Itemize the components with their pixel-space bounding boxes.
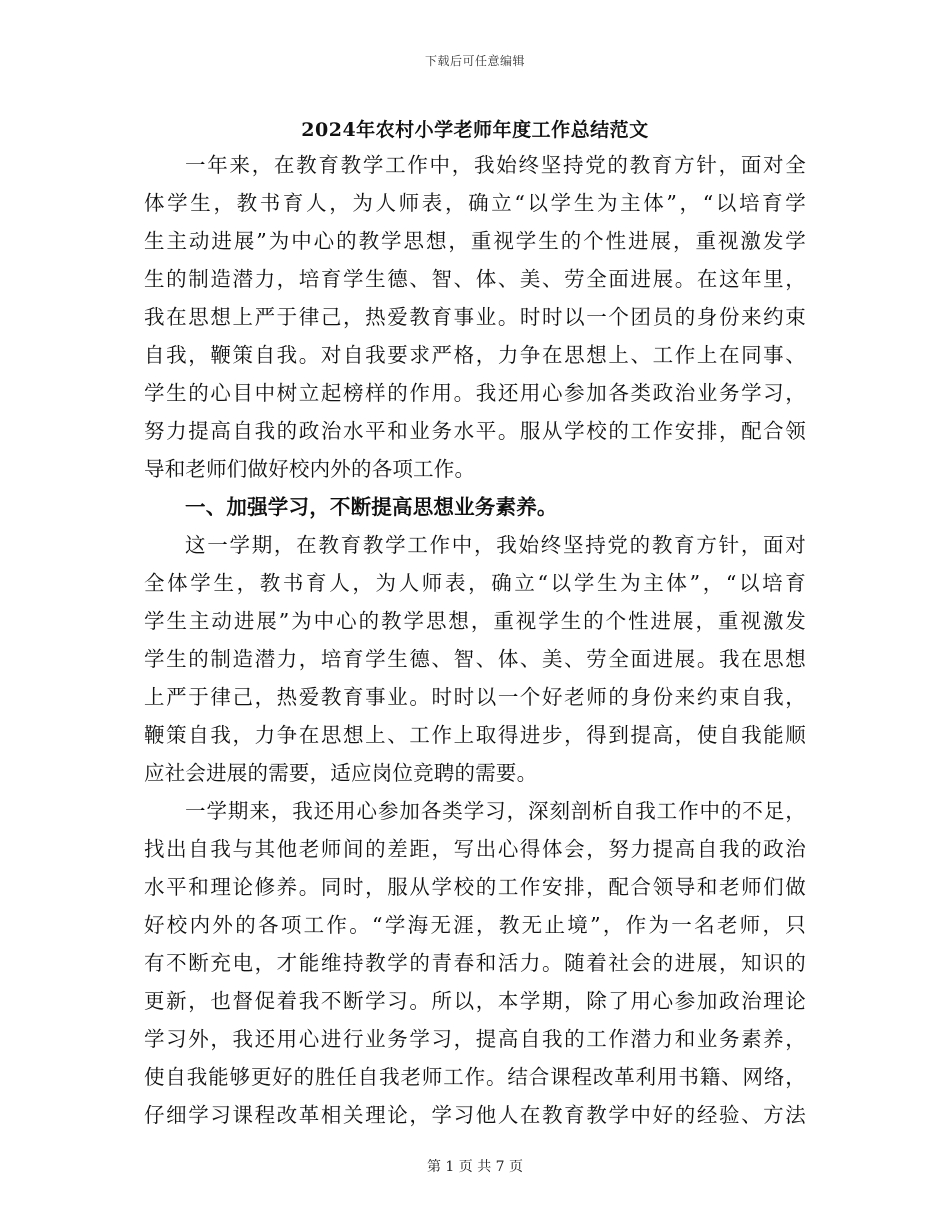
text-line: 好校内外的各项工作。“学海无涯，教无止境”，作为一名老师，只 — [144, 913, 806, 937]
paragraph-learning — [144, 792, 806, 1134]
document-title: 2024年农村小学老师年度工作总结范文 — [301, 119, 649, 141]
paragraph-study — [144, 526, 806, 792]
text-line: 更新，也督促着我不断学习。所以，本学期，除了用心参加政治理论 — [144, 989, 806, 1013]
text-line: 一年来，在教育教学工作中，我始终坚持党的教育方针，面对全 — [185, 153, 806, 177]
text-line: 体学生，教书育人，为人师表，确立“以学生为主体”，“以培育学 — [144, 191, 806, 215]
text-line: 努力提高自我的政治水平和业务水平。服从学校的工作安排，配合领 — [144, 419, 806, 443]
page-number: 第 1 页 共 7 页 — [426, 1159, 524, 1175]
text-line: 学习外，我还用心进行业务学习，提高自我的工作潜力和业务素养， — [144, 1027, 806, 1051]
text-line: 学生的制造潜力，培育学生德、智、体、美、劳全面进展。我在思想 — [144, 647, 806, 671]
document-body — [144, 146, 806, 1134]
text-line: 全体学生，教书育人，为人师表，确立“以学生为主体”，“以培育 — [144, 571, 806, 595]
text-line: 上严于律己，热爱教育事业。时时以一个好老师的身份来约束自我， — [144, 685, 806, 709]
text-line: 找出自我与其他老师间的差距，写出心得体会，努力提高自我的政治 — [144, 837, 806, 861]
text-line: 生主动进展”为中心的教学思想，重视学生的个性进展，重视激发学 — [144, 229, 806, 253]
text-line: 生的制造潜力，培育学生德、智、体、美、劳全面进展。在这年里， — [144, 267, 806, 291]
text-line: 仔细学习课程改革相关理论，学习他人在教育教学中好的经验、方法 — [144, 1103, 806, 1127]
text-line: 我在思想上严于律己，热爱教育事业。时时以一个团员的身份来约束 — [144, 305, 806, 329]
section-heading: 一、加强学习，不断提高思想业务素养。 — [185, 495, 558, 519]
page-header-note: 下载后可任意编辑 — [424, 54, 525, 68]
text-line: 这一学期，在教育教学工作中，我始终坚持党的教育方针，面对 — [185, 533, 806, 557]
text-line: 水平和理论修养。同时，服从学校的工作安排，配合领导和老师们做 — [144, 875, 806, 899]
text-line: 学生主动进展”为中心的教学思想，重视学生的个性进展，重视激发 — [144, 609, 806, 633]
text-line: 自我，鞭策自我。对自我要求严格，力争在思想上、工作上在同事、 — [144, 343, 806, 367]
text-line: 使自我能够更好的胜任自我老师工作。结合课程改革利用书籍、网络， — [144, 1065, 806, 1089]
text-line: 应社会进展的需要，适应岗位竞聘的需要。 — [144, 761, 538, 785]
paragraph-intro — [144, 146, 806, 488]
text-line: 导和老师们做好校内外的各项工作。 — [144, 457, 476, 481]
text-line: 有不断充电，才能维持教学的青春和活力。随着社会的进展，知识的 — [144, 951, 806, 975]
text-line: 鞭策自我，力争在思想上、工作上取得进步，得到提高，使自我能顺 — [144, 723, 806, 747]
text-line: 一学期来，我还用心参加各类学习，深刻剖析自我工作中的不足， — [185, 799, 806, 823]
text-line: 学生的心目中树立起榜样的作用。我还用心参加各类政治业务学习， — [144, 381, 806, 405]
